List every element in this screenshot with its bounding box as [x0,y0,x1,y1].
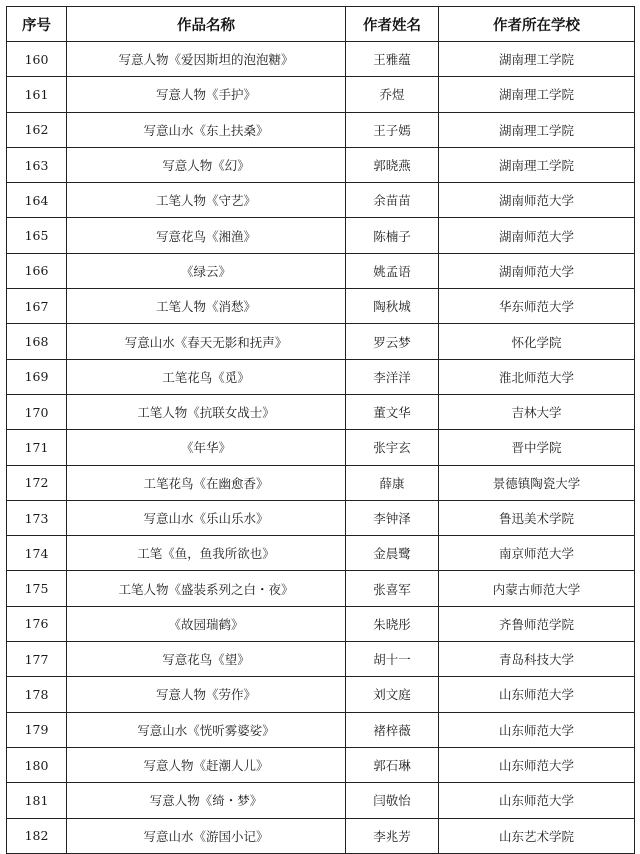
table-row [7,289,635,324]
cell-work-title: 工笔人物《盛装系列之白・夜》 [67,571,346,606]
cell-work-title: 写意山水《游国小记》 [67,818,346,853]
cell-author-name: 李钟泽 [346,500,439,535]
cell-number: 164 [7,183,67,218]
cell-author-name: 王子嫣 [346,112,439,147]
table-row [7,253,635,288]
cell-number: 169 [7,359,67,394]
cell-author-school: 怀化学院 [439,324,635,359]
cell-number: 167 [7,289,67,324]
table-row [7,147,635,182]
cell-author-name: 金晨鹭 [346,536,439,571]
cell-number: 179 [7,712,67,747]
cell-author-school: 湖南理工学院 [439,112,635,147]
table-row [7,747,635,782]
cell-number: 162 [7,112,67,147]
cell-work-title: 《年华》 [67,430,346,465]
cell-work-title: 工笔人物《抗联女战士》 [67,394,346,429]
cell-author-name: 郭石琳 [346,747,439,782]
cell-number: 168 [7,324,67,359]
cell-author-name: 姚孟语 [346,253,439,288]
cell-author-name: 余苗苗 [346,183,439,218]
table-row [7,183,635,218]
cell-work-title: 写意人物《手护》 [67,77,346,112]
cell-author-school: 山东师范大学 [439,783,635,818]
cell-author-school: 湖南理工学院 [439,77,635,112]
cell-number: 180 [7,747,67,782]
table-row [7,465,635,500]
cell-author-school: 景德镇陶瓷大学 [439,465,635,500]
header-author-name: 作者姓名 [346,7,439,42]
cell-work-title: 写意山水《春天无影和抚声》 [67,324,346,359]
cell-work-title: 写意山水《乐山乐水》 [67,500,346,535]
table-row [7,394,635,429]
cell-work-title: 《故园瑞鹤》 [67,606,346,641]
table-row [7,77,635,112]
award-list-table [6,6,635,854]
cell-author-name: 褚梓薇 [346,712,439,747]
cell-number: 166 [7,253,67,288]
table-row [7,218,635,253]
cell-author-name: 陶秋城 [346,289,439,324]
cell-author-name: 乔煜 [346,77,439,112]
table-row [7,430,635,465]
cell-work-title: 写意花鸟《湘渔》 [67,218,346,253]
cell-author-school: 湖南师范大学 [439,183,635,218]
table-row [7,677,635,712]
cell-author-name: 张喜军 [346,571,439,606]
cell-author-name: 薛康 [346,465,439,500]
cell-author-school: 鲁迅美术学院 [439,500,635,535]
cell-author-name: 郭晓燕 [346,147,439,182]
table-body [7,42,635,854]
award-list-sheet [6,6,634,854]
table-row [7,359,635,394]
cell-number: 174 [7,536,67,571]
table-row [7,818,635,853]
table-row [7,500,635,535]
cell-author-name: 刘文庭 [346,677,439,712]
cell-author-school: 湖南理工学院 [439,147,635,182]
cell-author-school: 吉林大学 [439,394,635,429]
cell-work-title: 写意人物《爱因斯坦的泡泡糖》 [67,42,346,77]
cell-number: 170 [7,394,67,429]
cell-author-school: 淮北师范大学 [439,359,635,394]
cell-work-title: 写意人物《劳作》 [67,677,346,712]
cell-number: 181 [7,783,67,818]
table-row [7,712,635,747]
cell-author-name: 董文华 [346,394,439,429]
cell-number: 171 [7,430,67,465]
cell-author-school: 华东师范大学 [439,289,635,324]
cell-author-school: 南京师范大学 [439,536,635,571]
cell-author-name: 胡十一 [346,642,439,677]
cell-author-school: 湖南师范大学 [439,218,635,253]
header-author-school: 作者所在学校 [439,7,635,42]
cell-number: 160 [7,42,67,77]
cell-author-name: 张宇玄 [346,430,439,465]
cell-work-title: 写意人物《赶潮人儿》 [67,747,346,782]
cell-work-title: 写意人物《绮・梦》 [67,783,346,818]
cell-work-title: 工笔人物《守艺》 [67,183,346,218]
table-row [7,571,635,606]
table-row [7,42,635,77]
table-header [7,7,635,42]
cell-author-school: 山东师范大学 [439,712,635,747]
table-row [7,324,635,359]
cell-number: 173 [7,500,67,535]
cell-author-school: 山东师范大学 [439,677,635,712]
cell-author-school: 内蒙古师范大学 [439,571,635,606]
table-row [7,783,635,818]
cell-number: 161 [7,77,67,112]
header-work-title: 作品名称 [67,7,346,42]
cell-work-title: 《绿云》 [67,253,346,288]
cell-author-school: 青岛科技大学 [439,642,635,677]
header-row [7,7,635,42]
cell-work-title: 工笔花鸟《觅》 [67,359,346,394]
cell-number: 176 [7,606,67,641]
cell-number: 165 [7,218,67,253]
cell-number: 177 [7,642,67,677]
cell-author-name: 闫敬怡 [346,783,439,818]
cell-work-title: 写意山水《恍听雾婆娑》 [67,712,346,747]
cell-author-name: 朱晓彤 [346,606,439,641]
header-number: 序号 [7,7,67,42]
cell-author-name: 李兆芳 [346,818,439,853]
cell-author-school: 湖南师范大学 [439,253,635,288]
cell-work-title: 写意花鸟《望》 [67,642,346,677]
cell-work-title: 工笔《鱼，鱼我所欲也》 [67,536,346,571]
cell-number: 172 [7,465,67,500]
cell-work-title: 工笔花鸟《在幽愈香》 [67,465,346,500]
cell-work-title: 写意山水《东上扶桑》 [67,112,346,147]
table-row [7,642,635,677]
table-row [7,536,635,571]
cell-author-school: 齐鲁师范学院 [439,606,635,641]
table-row [7,112,635,147]
cell-author-name: 李洋洋 [346,359,439,394]
cell-author-name: 王雅蕴 [346,42,439,77]
cell-author-school: 山东艺术学院 [439,818,635,853]
table-row [7,606,635,641]
cell-work-title: 写意人物《幻》 [67,147,346,182]
cell-author-name: 罗云梦 [346,324,439,359]
cell-number: 163 [7,147,67,182]
cell-number: 182 [7,818,67,853]
cell-author-name: 陈楠子 [346,218,439,253]
cell-number: 175 [7,571,67,606]
cell-work-title: 工笔人物《消愁》 [67,289,346,324]
cell-author-school: 晋中学院 [439,430,635,465]
cell-author-school: 湖南理工学院 [439,42,635,77]
cell-author-school: 山东师范大学 [439,747,635,782]
cell-number: 178 [7,677,67,712]
